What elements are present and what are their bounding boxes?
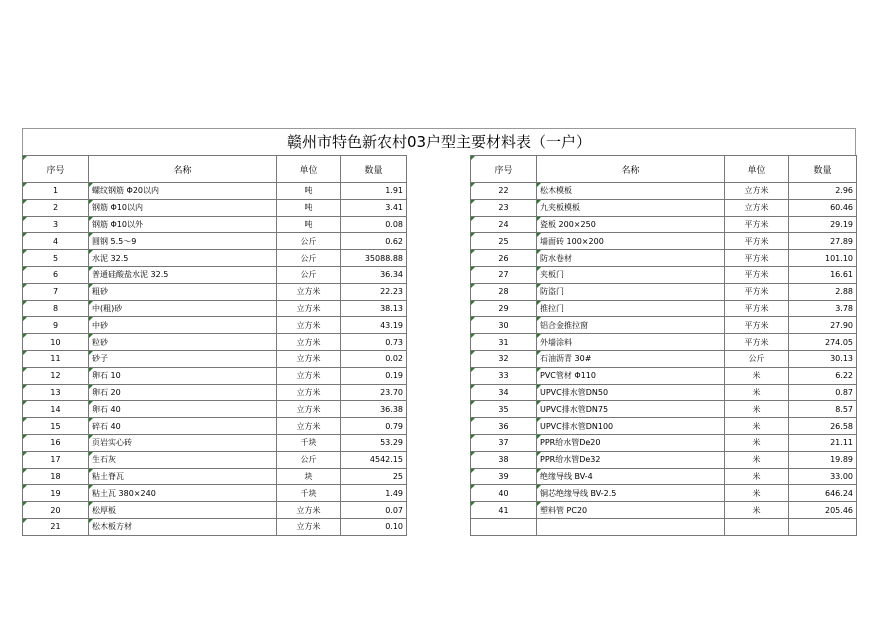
- table-row: [23, 300, 857, 317]
- row-no: 31: [471, 334, 537, 351]
- material-unit: 立方米: [277, 518, 341, 535]
- table-row: [23, 183, 857, 200]
- row-no: 4: [23, 233, 89, 250]
- column-gap: [407, 156, 471, 183]
- column-gap: [407, 451, 471, 468]
- column-gap: [407, 266, 471, 283]
- row-no: 30: [471, 317, 537, 334]
- material-name: 螺纹钢筋 Φ20以内: [89, 183, 277, 200]
- material-unit: 米: [725, 468, 789, 485]
- column-gap: [407, 300, 471, 317]
- material-unit: 立方米: [277, 401, 341, 418]
- material-name: 墙面砖 100×200: [537, 233, 725, 250]
- column-gap: [407, 233, 471, 250]
- material-name: 铝合金推拉窗: [537, 317, 725, 334]
- material-qty: 35088.88: [341, 250, 407, 267]
- material-unit: 米: [725, 367, 789, 384]
- row-no: 32: [471, 350, 537, 367]
- material-qty: 16.61: [789, 266, 857, 283]
- material-name: 推拉门: [537, 300, 725, 317]
- row-no: 7: [23, 283, 89, 300]
- table-row: [23, 283, 857, 300]
- table-row: [23, 250, 857, 267]
- header-qty-left: 数量: [341, 156, 407, 183]
- table-row: [23, 451, 857, 468]
- material-name: 圆钢 5.5～9: [89, 233, 277, 250]
- material-qty: 25: [341, 468, 407, 485]
- row-no: 29: [471, 300, 537, 317]
- header-unit-right: 单位: [725, 156, 789, 183]
- material-qty: 0.08: [341, 216, 407, 233]
- row-no: 38: [471, 451, 537, 468]
- row-no: 39: [471, 468, 537, 485]
- column-gap: [407, 199, 471, 216]
- material-unit: 米: [725, 384, 789, 401]
- material-name: 钢筋 Φ10以内: [89, 199, 277, 216]
- column-gap: [407, 334, 471, 351]
- material-unit: [725, 518, 789, 535]
- column-gap: [407, 250, 471, 267]
- table-row: [23, 485, 857, 502]
- material-qty: 4542.15: [341, 451, 407, 468]
- material-name: 粒砂: [89, 334, 277, 351]
- material-unit: 平方米: [725, 266, 789, 283]
- material-unit: 平方米: [725, 250, 789, 267]
- material-qty: 27.90: [789, 317, 857, 334]
- material-unit: 公斤: [277, 451, 341, 468]
- material-unit: 块: [277, 468, 341, 485]
- column-gap: [407, 384, 471, 401]
- table-row: [23, 266, 857, 283]
- column-gap: [407, 468, 471, 485]
- material-qty: 53.29: [341, 434, 407, 451]
- material-unit: 立方米: [277, 384, 341, 401]
- row-no: 33: [471, 367, 537, 384]
- column-gap: [407, 216, 471, 233]
- table-row: [23, 434, 857, 451]
- material-qty: 30.13: [789, 350, 857, 367]
- material-name: PPR给水管De32: [537, 451, 725, 468]
- material-name: 卵石 20: [89, 384, 277, 401]
- header-no-left: 序号: [23, 156, 89, 183]
- material-unit: 吨: [277, 183, 341, 200]
- material-name: 水泥 32.5: [89, 250, 277, 267]
- row-no: 12: [23, 367, 89, 384]
- material-qty: 6.22: [789, 367, 857, 384]
- material-qty: 26.58: [789, 418, 857, 435]
- header-name-right: 名称: [537, 156, 725, 183]
- material-name: 碎石 40: [89, 418, 277, 435]
- row-no: 10: [23, 334, 89, 351]
- row-no: 35: [471, 401, 537, 418]
- material-name: [537, 518, 725, 535]
- material-name: 防水卷材: [537, 250, 725, 267]
- material-unit: 立方米: [277, 350, 341, 367]
- material-qty: 0.79: [341, 418, 407, 435]
- material-qty: 36.38: [341, 401, 407, 418]
- table-row: [23, 468, 857, 485]
- material-unit: 立方米: [277, 367, 341, 384]
- material-unit: 立方米: [277, 317, 341, 334]
- material-unit: 立方米: [725, 183, 789, 200]
- material-qty: 8.57: [789, 401, 857, 418]
- header-qty-right: 数量: [789, 156, 857, 183]
- material-unit: 平方米: [725, 216, 789, 233]
- material-qty: 21.11: [789, 434, 857, 451]
- table-row: [23, 199, 857, 216]
- material-qty: 0.73: [341, 334, 407, 351]
- material-qty: 0.62: [341, 233, 407, 250]
- material-unit: 平方米: [725, 233, 789, 250]
- material-qty: 0.87: [789, 384, 857, 401]
- material-name: 塑料管 PC20: [537, 502, 725, 519]
- material-unit: 米: [725, 451, 789, 468]
- column-gap: [407, 502, 471, 519]
- row-no: 24: [471, 216, 537, 233]
- material-unit: 立方米: [277, 502, 341, 519]
- material-qty: 43.19: [341, 317, 407, 334]
- material-unit: 平方米: [725, 334, 789, 351]
- material-name: 普通硅酸盐水泥 32.5: [89, 266, 277, 283]
- row-no: 3: [23, 216, 89, 233]
- material-qty: 3.78: [789, 300, 857, 317]
- row-no: 6: [23, 266, 89, 283]
- material-name: 铜芯绝缘导线 BV-2.5: [537, 485, 725, 502]
- material-qty: 646.24: [789, 485, 857, 502]
- row-no: 2: [23, 199, 89, 216]
- table-row: [23, 350, 857, 367]
- row-no: 8: [23, 300, 89, 317]
- material-name: 松木板方材: [89, 518, 277, 535]
- row-no: [471, 518, 537, 535]
- material-unit: 吨: [277, 199, 341, 216]
- material-qty: 2.96: [789, 183, 857, 200]
- material-qty: 0.19: [341, 367, 407, 384]
- row-no: 36: [471, 418, 537, 435]
- material-unit: 千块: [277, 434, 341, 451]
- material-qty: 27.89: [789, 233, 857, 250]
- material-name: 石油沥青 30#: [537, 350, 725, 367]
- material-qty: 3.41: [341, 199, 407, 216]
- material-name: 中(粗)砂: [89, 300, 277, 317]
- material-unit: 米: [725, 401, 789, 418]
- header-row: [23, 156, 857, 183]
- row-no: 25: [471, 233, 537, 250]
- table-row: [23, 334, 857, 351]
- material-unit: 公斤: [725, 350, 789, 367]
- material-name: 生石灰: [89, 451, 277, 468]
- row-no: 1: [23, 183, 89, 200]
- material-name: 松木模板: [537, 183, 725, 200]
- material-qty: 0.02: [341, 350, 407, 367]
- material-name: 钢筋 Φ10以外: [89, 216, 277, 233]
- material-qty: 1.49: [341, 485, 407, 502]
- row-no: 40: [471, 485, 537, 502]
- material-unit: 立方米: [277, 334, 341, 351]
- material-name: 绝缘导线 BV-4: [537, 468, 725, 485]
- material-name: 松厚板: [89, 502, 277, 519]
- row-no: 34: [471, 384, 537, 401]
- material-unit: 平方米: [725, 317, 789, 334]
- material-qty: 2.88: [789, 283, 857, 300]
- row-no: 19: [23, 485, 89, 502]
- row-no: 21: [23, 518, 89, 535]
- material-qty: 22.23: [341, 283, 407, 300]
- row-no: 22: [471, 183, 537, 200]
- row-no: 28: [471, 283, 537, 300]
- row-no: 18: [23, 468, 89, 485]
- material-name: PVC管材 Φ110: [537, 367, 725, 384]
- material-name: 粘土脊瓦: [89, 468, 277, 485]
- table-row: [23, 518, 857, 535]
- material-name: 卵石 40: [89, 401, 277, 418]
- material-unit: 立方米: [277, 283, 341, 300]
- material-unit: 千块: [277, 485, 341, 502]
- table-row: [23, 317, 857, 334]
- material-unit: 米: [725, 418, 789, 435]
- material-name: 粘土瓦 380×240: [89, 485, 277, 502]
- material-unit: 米: [725, 485, 789, 502]
- column-gap: [407, 317, 471, 334]
- row-no: 20: [23, 502, 89, 519]
- material-unit: 公斤: [277, 233, 341, 250]
- material-qty: 274.05: [789, 334, 857, 351]
- material-name: PPR给水管De20: [537, 434, 725, 451]
- row-no: 9: [23, 317, 89, 334]
- material-qty: 33.00: [789, 468, 857, 485]
- row-no: 15: [23, 418, 89, 435]
- header-unit-left: 单位: [277, 156, 341, 183]
- material-qty: 205.46: [789, 502, 857, 519]
- table-row: [23, 401, 857, 418]
- material-qty: 29.19: [789, 216, 857, 233]
- material-unit: 公斤: [277, 250, 341, 267]
- material-qty: 38.13: [341, 300, 407, 317]
- table-row: [23, 384, 857, 401]
- material-unit: 立方米: [277, 300, 341, 317]
- material-unit: 平方米: [725, 283, 789, 300]
- material-sheet: [22, 128, 856, 536]
- material-name: 中砂: [89, 317, 277, 334]
- column-gap: [407, 418, 471, 435]
- material-qty: 36.34: [341, 266, 407, 283]
- material-name: 砂子: [89, 350, 277, 367]
- row-no: 23: [471, 199, 537, 216]
- column-gap: [407, 283, 471, 300]
- column-gap: [407, 401, 471, 418]
- table-row: [23, 502, 857, 519]
- material-unit: 吨: [277, 216, 341, 233]
- material-name: UPVC排水管DN100: [537, 418, 725, 435]
- material-name: 外墙涂料: [537, 334, 725, 351]
- column-gap: [407, 434, 471, 451]
- material-qty: 19.89: [789, 451, 857, 468]
- column-gap: [407, 367, 471, 384]
- sheet-title: 赣州市特色新农村03户型主要材料表（一户）: [22, 128, 856, 155]
- header-no-right: 序号: [471, 156, 537, 183]
- material-name: 九夹板模板: [537, 199, 725, 216]
- row-no: 13: [23, 384, 89, 401]
- row-no: 27: [471, 266, 537, 283]
- row-no: 41: [471, 502, 537, 519]
- material-unit: 公斤: [277, 266, 341, 283]
- row-no: 16: [23, 434, 89, 451]
- material-qty: 101.10: [789, 250, 857, 267]
- table-row: [23, 418, 857, 435]
- table-row: [23, 367, 857, 384]
- material-qty: 60.46: [789, 199, 857, 216]
- material-name: UPVC排水管DN50: [537, 384, 725, 401]
- material-name: 页岩实心砖: [89, 434, 277, 451]
- materials-table: [22, 155, 857, 536]
- material-qty: 23.70: [341, 384, 407, 401]
- material-name: 防盗门: [537, 283, 725, 300]
- material-name: 卵石 10: [89, 367, 277, 384]
- table-row: [23, 216, 857, 233]
- material-name: 粗砂: [89, 283, 277, 300]
- material-qty: 0.10: [341, 518, 407, 535]
- column-gap: [407, 485, 471, 502]
- material-name: UPVC排水管DN75: [537, 401, 725, 418]
- row-no: 26: [471, 250, 537, 267]
- row-no: 37: [471, 434, 537, 451]
- column-gap: [407, 183, 471, 200]
- table-row: [23, 233, 857, 250]
- row-no: 11: [23, 350, 89, 367]
- material-name: 夹板门: [537, 266, 725, 283]
- material-unit: 立方米: [277, 418, 341, 435]
- material-qty: 1.91: [341, 183, 407, 200]
- material-unit: 平方米: [725, 300, 789, 317]
- row-no: 5: [23, 250, 89, 267]
- material-unit: 立方米: [725, 199, 789, 216]
- material-unit: 米: [725, 502, 789, 519]
- material-name: 瓷板 200×250: [537, 216, 725, 233]
- column-gap: [407, 350, 471, 367]
- material-qty: [789, 518, 857, 535]
- row-no: 14: [23, 401, 89, 418]
- column-gap: [407, 518, 471, 535]
- header-name-left: 名称: [89, 156, 277, 183]
- row-no: 17: [23, 451, 89, 468]
- material-unit: 米: [725, 434, 789, 451]
- material-qty: 0.07: [341, 502, 407, 519]
